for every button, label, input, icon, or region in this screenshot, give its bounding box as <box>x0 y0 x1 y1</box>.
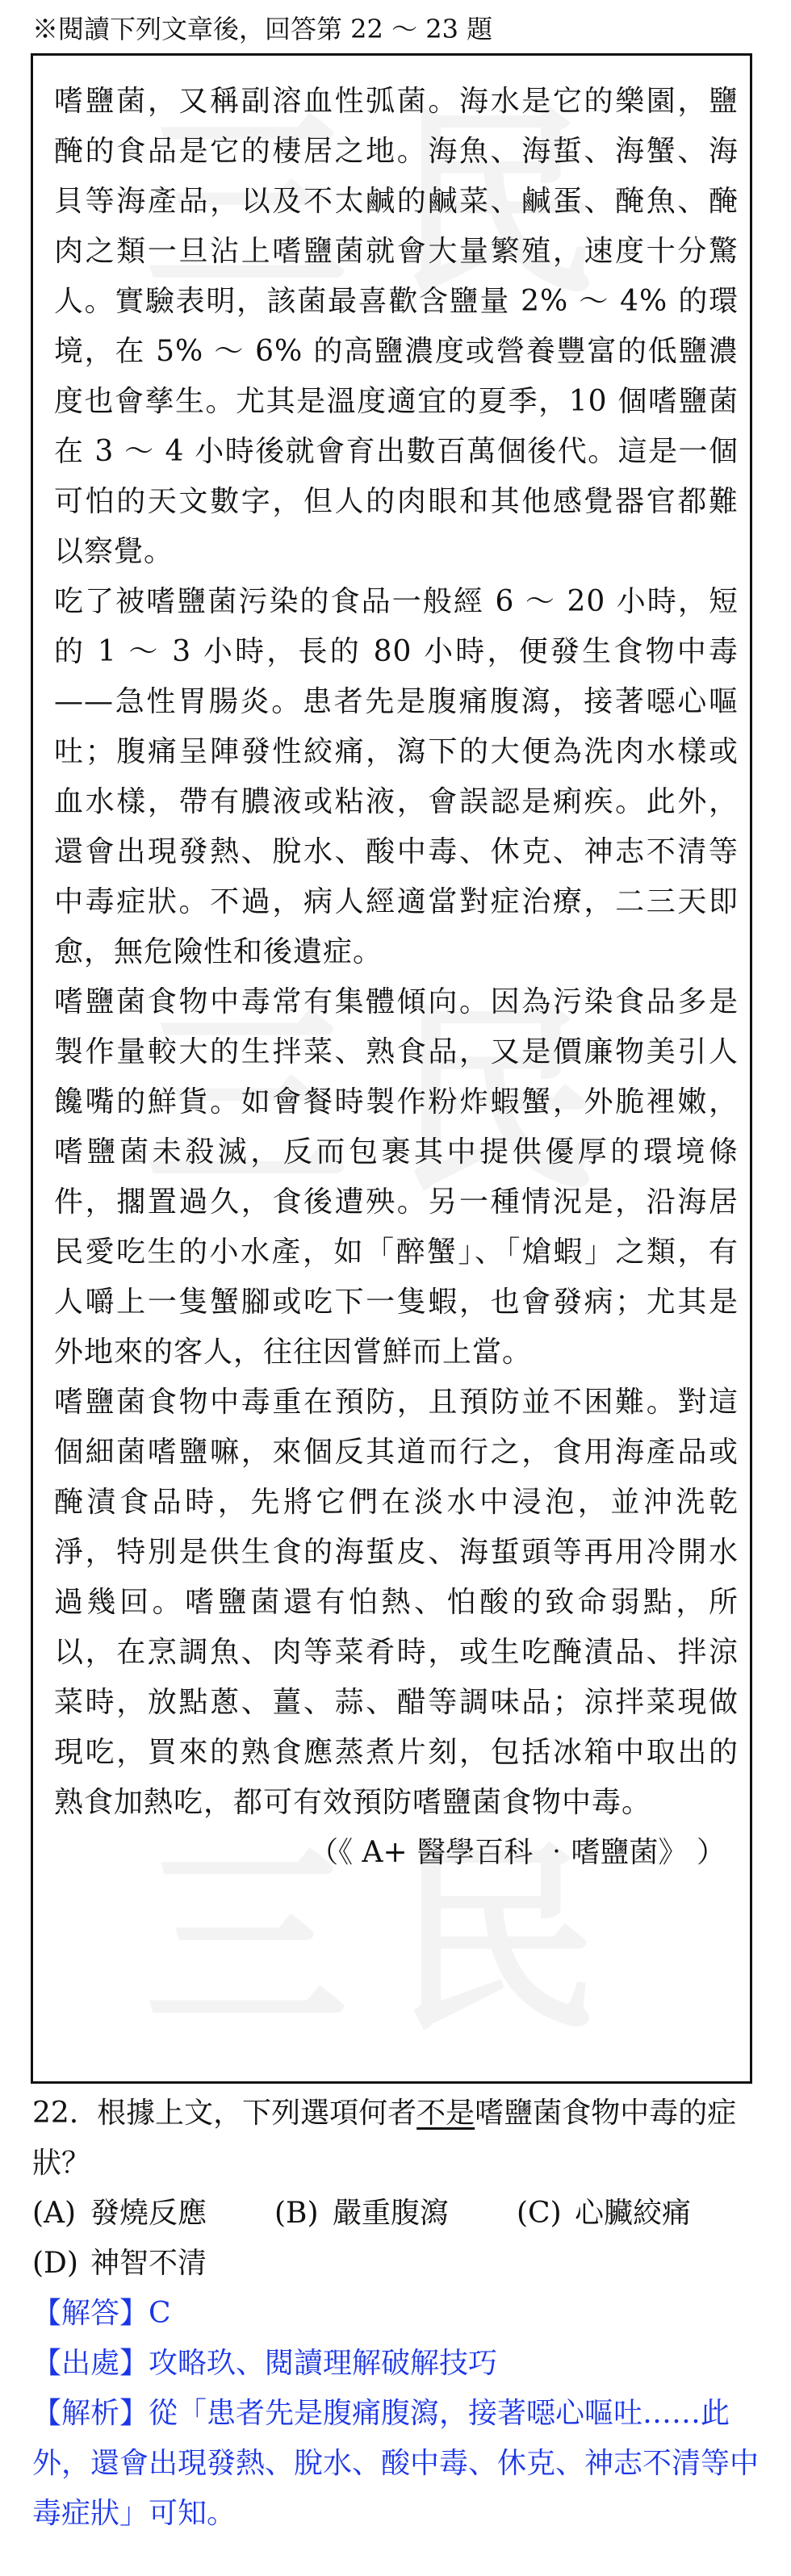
option-b-label: (B) <box>274 2197 319 2230</box>
option-c[interactable] <box>517 2189 759 2239</box>
option-d-label: (D) <box>32 2247 78 2280</box>
article-paragraph-2: 吃了被嗜鹽菌污染的食品一般經 6 ～ 20 小時，短的 1 ～ 3 小時，長的 80 小時，便發生食物中毒——急性胃腸炎。患者先是腹痛腹瀉，接著噁心嘔吐；腹痛呈陣發性絞痛，瀉下的大便為洗肉水樣或血水樣，帶有膿液或粘液，會誤認是痢疾。此外，還會出現發熱、脫水、酸中毒、休克、神志不清等中毒症狀。不過，病人經適當對症治療，二三天即愈，無危險性和後遺症。 <box>54 585 739 968</box>
option-d[interactable] <box>32 2239 274 2289</box>
article-box <box>31 53 752 2084</box>
reading-instruction: ※閱讀下列文章後，回答第 22 ～ 23 題 <box>32 14 493 44</box>
option-b-text: 嚴重腹瀉 <box>333 2197 450 2230</box>
question-stem-underlined: 不是 <box>416 2097 475 2130</box>
explanation-label: 【解析】 <box>32 2397 149 2430</box>
source-value: 攻略玖、閱讀理解破解技巧 <box>149 2347 498 2380</box>
answer-value: C <box>149 2297 171 2330</box>
source-label: 【出處】 <box>32 2347 149 2380</box>
explanation-line <box>32 2389 759 2539</box>
answer-label: 【解答】 <box>32 2297 149 2330</box>
option-list <box>32 2189 759 2289</box>
question-stem-part-2: 嗜鹽菌食物中毒的症狀？ <box>32 2097 737 2180</box>
question-stem-part-1: 根據上文，下列選項何者 <box>97 2097 417 2130</box>
question-number: 22. <box>32 2097 79 2130</box>
source-line <box>32 2339 759 2389</box>
option-a[interactable] <box>32 2189 274 2239</box>
option-d-text: 神智不清 <box>90 2247 207 2280</box>
article-paragraph-4: 嗜鹽菌食物中毒重在預防，且預防並不困難。對這個細菌嗜鹽嘛，來個反其道而行之，食用海產品或醃漬食品時，先將它們在淡水中浸泡，並沖洗乾淨，特別是供生食的海蜇皮、海蜇頭等再用冷開水過幾回。嗜鹽菌還有怕熱、怕酸的致命弱點，所以，在烹調魚、肉等菜肴時，或生吃醃漬品、拌涼菜時，放點蔥、薑、蒜、醋等調味品；涼拌菜現做現吃，買來的熟食應蒸煮片刻，包括冰箱中取出的熟食加熱吃，都可有效預防嗜鹽菌食物中毒。 <box>54 1386 739 1819</box>
option-a-label: (A) <box>32 2197 77 2230</box>
article-paragraph-3: 嗜鹽菌食物中毒常有集體傾向。因為污染食品多是製作量較大的生拌菜、熟食品，又是價廉物美引人饞嘴的鮮貨。如會餐時製作粉炸蝦蟹，外脆裡嫩，嗜鹽菌未殺滅，反而包裹其中提供優厚的環境條件，擱置過久，食後遭殃。另一種情況是，沿海居民愛吃生的小水產，如「醉蟹」、「熗蝦」之類，有人嚼上一隻蟹腳或吃下一隻蝦，也會發病；尤其是外地來的客人，往往因嘗鮮而上當。 <box>54 985 739 1369</box>
question-stem <box>32 2089 759 2189</box>
option-c-label: (C) <box>517 2197 562 2230</box>
option-b[interactable] <box>274 2189 517 2239</box>
explanation-text: 從「患者先是腹痛腹瀉，接著噁心嘔吐……此外，還會出現發熱、脫水、酸中毒、休克、神志不清等中毒症狀」可知。 <box>32 2397 760 2530</box>
answer-line <box>32 2289 759 2339</box>
article-paragraph-1: 嗜鹽菌，又稱副溶血性弧菌。海水是它的樂園，鹽醃的食品是它的棲居之地。海魚、海蜇、海蟹、海貝等海產品，以及不太鹹的鹹菜、鹹蛋、醃魚、醃肉之類一旦沾上嗜鹽菌就會大量繁殖，速度十分驚人。實驗表明，該菌最喜歡含鹽量 2% ～ 4% 的環境，在 5% ～ 6% 的高鹽濃度或營養豐富的低鹽濃度也會孳生。尤其是溫度適宜的夏季，10 個嗜鹽菌在 3 ～ 4 小時後就會育出數百萬個後代。這是一個可怕的天文數字，但人的肉眼和其他感覺器官都難以察覺。 <box>54 85 739 568</box>
option-a-text: 發燒反應 <box>90 2197 207 2230</box>
option-c-text: 心臟絞痛 <box>575 2197 692 2230</box>
question-22 <box>32 2089 759 2539</box>
article-source: （《 A+ 醫學百科 ‧嗜鹽菌》 ） <box>309 1836 726 1869</box>
